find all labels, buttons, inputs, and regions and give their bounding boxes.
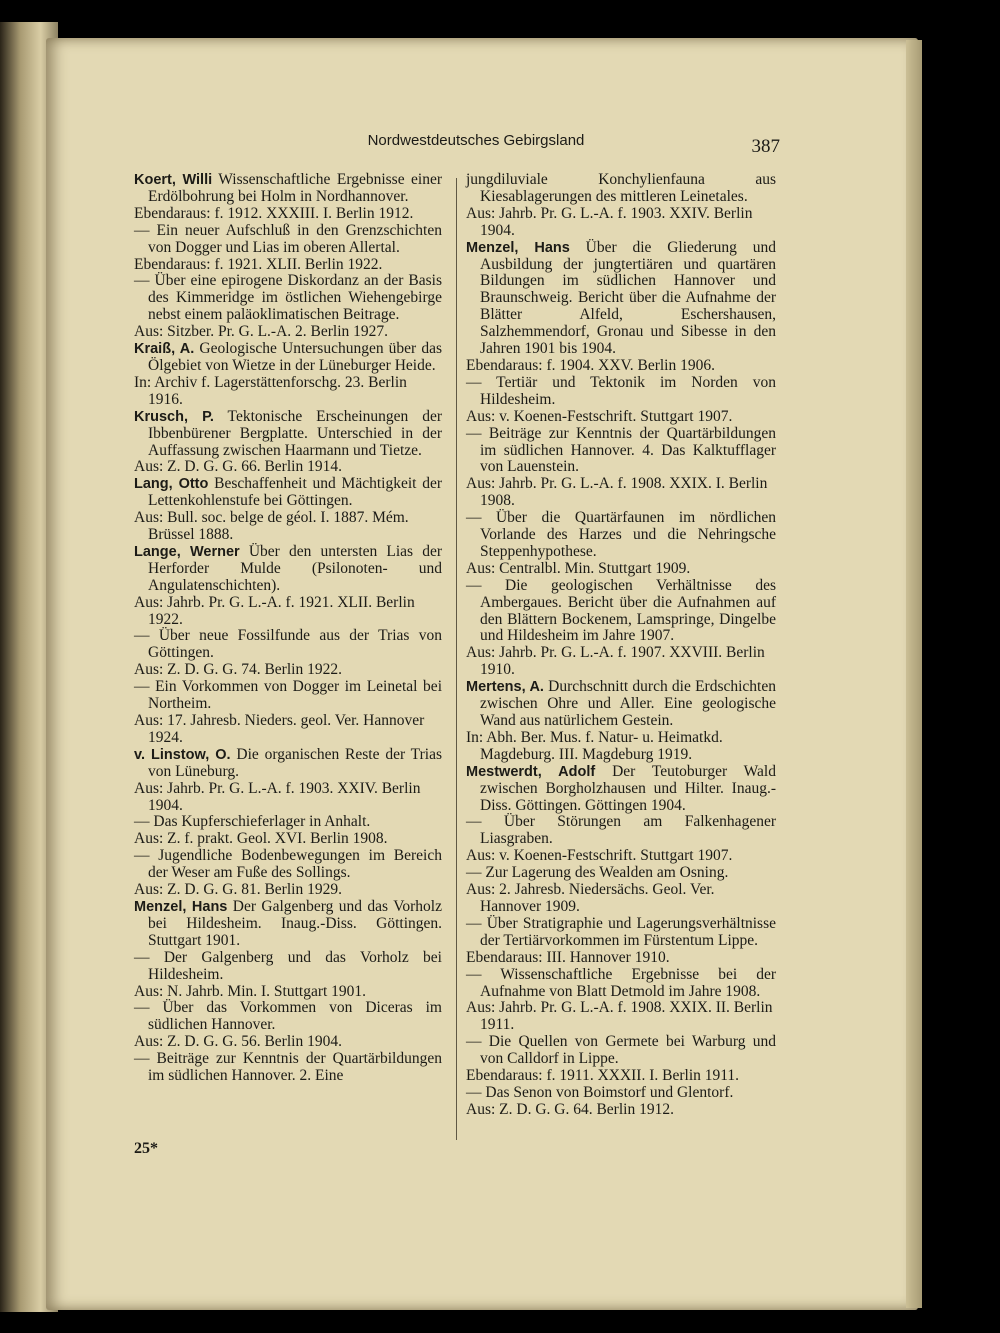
entry-title: Der Galgenberg und das Vorholz bei Hildesheim. Inaug.-Diss. Göttingen. Stuttgart 1901. [148, 897, 442, 949]
bibliography-entry [466, 172, 776, 240]
bibliography-entry [466, 865, 776, 916]
entry-source: Aus: Jahrb. Pr. G. L.-A. f. 1903. XXIV. Berlin 1904. [134, 779, 421, 814]
entry-source: Aus: Jahrb. Pr. G. L.-A. f. 1921. XLII. Berlin 1922. [134, 593, 415, 628]
bibliography-entry [134, 409, 442, 477]
entry-source: Aus: Jahrb. Pr. G. L.-A. f. 1908. XXIX. II. Berlin 1911. [466, 999, 773, 1034]
entry-title: Über den untersten Lias der Herforder Mulde (Psilonoten- und Angulatenschichten). [148, 542, 442, 594]
entry-author: Lange, Werner [134, 543, 240, 560]
entry-source: Aus: 2. Jahresb. Niedersächs. Geol. Ver. Hannover 1909. [466, 881, 715, 915]
entry-title: — Beiträge zur Kenntnis der Quartärbildungen im südlichen Hannover. 4. Das Kalktufflager von Lauenstein. [466, 424, 776, 476]
entry-title: — Ein Vorkommen von Dogger im Leinetal bei Northeim. [134, 678, 442, 713]
entry-title: Geologische Untersuchungen über das Ölgebiet von Wietze in der Lüneburger Heide. [148, 340, 442, 374]
entry-source: Ebendaraus: f. 1911. XXXII. I. Berlin 1911. [466, 1067, 740, 1085]
entry-source: Aus: 17. Jahresb. Nieders. geol. Ver. Hannover 1924. [134, 712, 425, 746]
bibliography-entry [466, 578, 776, 679]
entry-source: Aus: Z. D. G. G. 56. Berlin 1904. [134, 1033, 342, 1051]
bibliography-entry [134, 1000, 442, 1051]
entry-title: — Über eine epirogene Diskordanz an der Basis des Kimmeridge im östlichen Wiehengebirge nebst einem paläoklimatischen Beitrage. [134, 272, 442, 324]
entry-title: — Das Kupferschieferlager in Anhalt. [134, 813, 371, 831]
entry-source: Aus: Bull. soc. belge de géol. I. 1887. Mém. Brüssel 1888. [134, 509, 409, 544]
entry-source: Ebendaraus: III. Hannover 1910. [466, 948, 670, 966]
entry-source: Aus: Jahrb. Pr. G. L.-A. f. 1903. XXIV. Berlin 1904. [466, 204, 753, 239]
entry-title: — Die geologischen Verhältnisse des Ambergaues. Bericht über die Aufnahmen auf den Blättern Bockenem, Lamspringe, Dingelbe und Hildesheim im Jahre 1907. [466, 576, 776, 645]
entry-title: Beschaffenheit und Mächtigkeit der Lettenkohlenstufe bei Göttingen. [148, 475, 442, 510]
bibliography-entry [466, 510, 776, 578]
entry-author: Mertens, A. [466, 679, 544, 696]
bibliography-entry [466, 426, 776, 511]
entry-source: Aus: Z. D. G. G. 64. Berlin 1912. [466, 1100, 674, 1118]
entry-title: — Tertiär und Tektonik im Norden von Hildesheim. [466, 373, 776, 408]
entry-source: Ebendaraus: f. 1904. XXV. Berlin 1906. [466, 356, 715, 374]
entry-source: Aus: Z. D. G. G. 74. Berlin 1922. [134, 661, 342, 679]
entry-title: Der Teutoburger Wald zwischen Borgholzhausen und Hilter. Inaug.-Diss. Göttingen. Göttingen 1904. [480, 762, 776, 814]
bibliography-entry [134, 899, 442, 950]
right-column [466, 172, 776, 1119]
entry-source: In: Abh. Ber. Mus. f. Natur- u. Heimatkd. Magdeburg. III. Magdeburg 1919. [466, 728, 723, 763]
entry-source: Aus: Centralbl. Min. Stuttgart 1909. [466, 559, 691, 577]
page-number: 387 [751, 136, 780, 157]
bibliography-entry [134, 223, 442, 274]
bibliography-entry [466, 240, 776, 375]
entry-title: — Über das Vorkommen von Diceras im südlichen Hannover. [134, 999, 442, 1034]
entry-author: Mestwerdt, Adolf [466, 763, 596, 780]
entry-title: Tektonische Erscheinungen der Ibbenbürener Bergplatte. Unterschied in der Auffassung zwischen Haarmann und Tietze. [148, 407, 442, 459]
entry-title: Durchschnitt durch die Erdschichten zwischen Ohre und Aller. Eine geologische Wand aus natürlichem Gestein. [480, 678, 776, 729]
entry-title: — Der Galgenberg und das Vorholz bei Hildesheim. [134, 948, 442, 983]
entry-title: — Über Stratigraphie und Lagerungsverhältnisse der Tertiärvorkommen im Fürstentum Lippe. [466, 914, 776, 949]
entry-source: Ebendaraus: f. 1912. XXXIII. I. Berlin 1912. [134, 204, 414, 222]
entry-title: — Jugendliche Bodenbewegungen im Bereich der Weser am Fuße des Sollings. [134, 847, 442, 882]
entry-author: Kraiß, A. [134, 341, 195, 358]
entry-title: — Die Quellen von Germete bei Warburg und von Calldorf in Lippe. [466, 1033, 776, 1068]
bibliography-entry [466, 679, 776, 764]
entry-source: Aus: Sitzber. Pr. G. L.-A. 2. Berlin 1927. [134, 323, 389, 341]
entry-title: — Wissenschaftliche Ergebnisse bei der Aufnahme von Blatt Detmold im Jahre 1908. [466, 965, 776, 1000]
entry-title: — Das Senon von Boimstorf und Glentorf. [466, 1083, 734, 1101]
bibliography-entry [134, 544, 442, 629]
bibliography-entry [134, 1051, 442, 1085]
running-title: Nordwestdeutsches Gebirgsland [367, 132, 585, 149]
entry-author: Menzel, Hans [466, 239, 570, 256]
entry-title: — Ein neuer Aufschluß in den Grenzschichten von Dogger und Lias im oberen Allertal. [134, 221, 442, 256]
entry-title: — Über die Quartärfaunen im nördlichen Vorlande des Harzes und die Nehringsche Steppenhypothese. [466, 509, 776, 560]
entry-source: Aus: N. Jahrb. Min. I. Stuttgart 1901. [134, 982, 367, 1000]
entry-title: jungdiluviale Konchylienfauna aus Kiesablagerungen des mittleren Leinetales. [466, 171, 776, 205]
bibliography-entry [134, 747, 442, 815]
entry-title: — Über Störungen am Falkenhagener Liasgraben. [466, 813, 776, 848]
entry-source: Aus: Z. D. G. G. 66. Berlin 1914. [134, 458, 342, 476]
entry-author: Menzel, Hans [134, 898, 228, 915]
entry-source: Ebendaraus: f. 1921. XLII. Berlin 1922. [134, 255, 383, 273]
bibliography-entry [134, 848, 442, 899]
entry-source: Aus: Z. f. prakt. Geol. XVI. Berlin 1908. [134, 830, 388, 848]
entry-author: v. Linstow, O. [134, 746, 231, 763]
entry-author: Lang, Otto [134, 476, 209, 493]
entry-source: Aus: Z. D. G. G. 81. Berlin 1929. [134, 881, 342, 899]
entry-title: — Beiträge zur Kenntnis der Quartärbildungen im südlichen Hannover. 2. Eine [134, 1050, 442, 1085]
entry-author: Koert, Willi [134, 172, 213, 188]
bibliography-entry [134, 341, 442, 409]
bibliography-entry [134, 273, 442, 341]
column-divider [456, 178, 457, 1140]
entry-source: In: Archiv f. Lagerstättenforschg. 23. Berlin 1916. [134, 373, 407, 408]
bibliography-entry [134, 628, 442, 679]
page-right-edge [906, 40, 922, 1308]
entry-source: Aus: v. Koenen-Festschrift. Stuttgart 1907. [466, 407, 733, 425]
entry-source: Aus: v. Koenen-Festschrift. Stuttgart 1907. [466, 847, 733, 865]
entry-source: Aus: Jahrb. Pr. G. L.-A. f. 1908. XXIX. I. Berlin 1908. [466, 475, 768, 510]
bibliography-entry [466, 916, 776, 967]
bibliography-entry [466, 1034, 776, 1085]
entry-title: Über die Gliederung und Ausbildung der jungtertiären und quartären Bildungen im südlichen Hannover und Braunschweig. Bericht über die Aufnahme der Blätter Alfeld, Eschershausen, Salzhemmendorf, Gronau und Sibesse in den Jahren 1901 bis 1904. [480, 238, 776, 358]
bibliography-entry [466, 764, 776, 815]
entry-title: Wissenschaftliche Ergebnisse einer Erdölbohrung bei Holm in Nordhannover. [148, 171, 442, 205]
bibliography-entry [134, 950, 442, 1001]
bibliography-entry [466, 814, 776, 865]
entry-author: Krusch, P. [134, 408, 214, 425]
bibliography-entry [466, 1085, 776, 1119]
entry-title: — Zur Lagerung des Wealden am Osning. [466, 864, 729, 882]
signature-mark: 25* [134, 1140, 158, 1157]
bibliography-entry [134, 814, 442, 848]
bibliography-entry [466, 967, 776, 1035]
entry-source: Aus: Jahrb. Pr. G. L.-A. f. 1907. XXVIII. Berlin 1910. [466, 644, 765, 679]
entry-title: — Über neue Fossilfunde aus der Trias von Göttingen. [134, 627, 442, 662]
bibliography-entry [134, 679, 442, 747]
bibliography-entry [134, 172, 442, 223]
entry-title: Die organischen Reste der Trias von Lüneburg. [148, 745, 442, 780]
left-column [134, 172, 442, 1085]
bibliography-entry [466, 375, 776, 426]
bibliography-entry [134, 476, 442, 544]
